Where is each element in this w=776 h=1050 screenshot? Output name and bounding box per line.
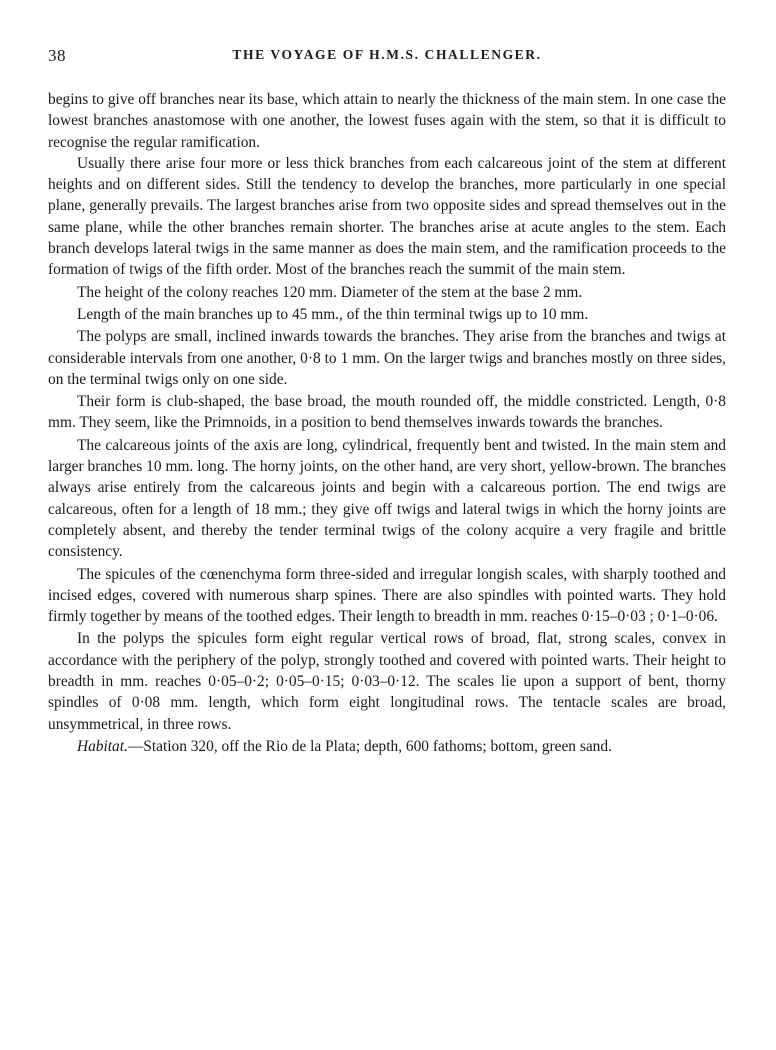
paragraph-coenenchyma-spicules: The spicules of the cœnenchyma form three-sided and irregular longish scales, with sharply toothed and incised edges, covered with numerous sharp spines. There are also spindles with pointed warts. They hold firmly together by means of the toothed edges. Their length to breadth in mm. reaches 0·15–0·03 ; 0·1–0·06. [48,565,726,626]
paragraph-polyp-form: Their form is club-shaped, the base broad, the mouth rounded off, the middle constricted. Length, 0·8 mm. They seem, like the Primnoids, in a position to bend themselves inwards towards the branches. [48,393,726,432]
running-title: THE VOYAGE OF H.M.S. CHALLENGER. [232,47,542,62]
page-number: 38 [48,46,66,65]
habitat-text: —Station 320, off the Rio de la Plata; depth, 600 fathoms; bottom, green sand. [127,737,612,755]
body-text [48,89,726,757]
habitat-label: Habitat. [77,737,128,755]
paragraph-calcareous-joints: The calcareous joints of the axis are long, cylindrical, frequently bent and twisted. In the main stem and larger branches 10 mm. long. The horny joints, on the other hand, are very short, yellow-brown. The branches always arise entirely from the calcareous joints and begin with a calcareous portion. The end twigs are calcareous, often for a length of 18 mm.; they give off twigs and lateral twigs in which the horny joints are completely absent, and thereby the tender terminal twigs of the colony acquire a very fragile and brittle consistency. [48,436,726,561]
paragraph-length: Length of the main branches up to 45 mm., of the thin terminal twigs up to 10 mm. [77,305,589,323]
paragraph-habitat [48,736,726,757]
page-header [48,46,726,70]
paragraph-continued: begins to give off branches near its base, which attain to nearly the thickness of the main stem. In one case the lowest branches anastomose with one another, the lowest fuses again with the stem, so that it is difficult to recognise the regular ramification. [48,91,726,151]
paragraph-height: The height of the colony reaches 120 mm. Diameter of the stem at the base 2 mm. [77,283,583,301]
paragraph-polyp-spicules: In the polyps the spicules form eight regular vertical rows of broad, flat, strong scales, convex in accordance with the periphery of the polyp, strongly toothed and covered with pointed warts. Their height to breadth in mm. reaches 0·05–0·2; 0·05–0·15; 0·03–0·12. The scales lie upon a support of bent, thorny spindles of 0·08 mm. length, which form eight longitudinal rows. The tentacle scales are broad, unsymmetrical, in three rows. [48,630,726,733]
paragraph-branches: Usually there arise four more or less thick branches from each calcareous joint of the stem at different heights and on different sides. Still the tendency to develop the branches, more particularly in one special plane, generally prevails. The largest branches arise from two opposite sides and spread themselves out in the same plane, while the other branches remain shorter. The branches arise at acute angles to the stem. Each branch develops lateral twigs in the same manner as does the main stem, and the ramification proceeds to the formation of twigs of the fifth order. Most of the branches reach the summit of the main stem. [48,154,726,279]
paragraph-polyps: The polyps are small, inclined inwards towards the branches. They arise from the branches and twigs at considerable intervals from one another, 0·8 to 1 mm. On the larger twigs and branches mostly on three sides, on the terminal twigs only on one side. [48,328,726,388]
